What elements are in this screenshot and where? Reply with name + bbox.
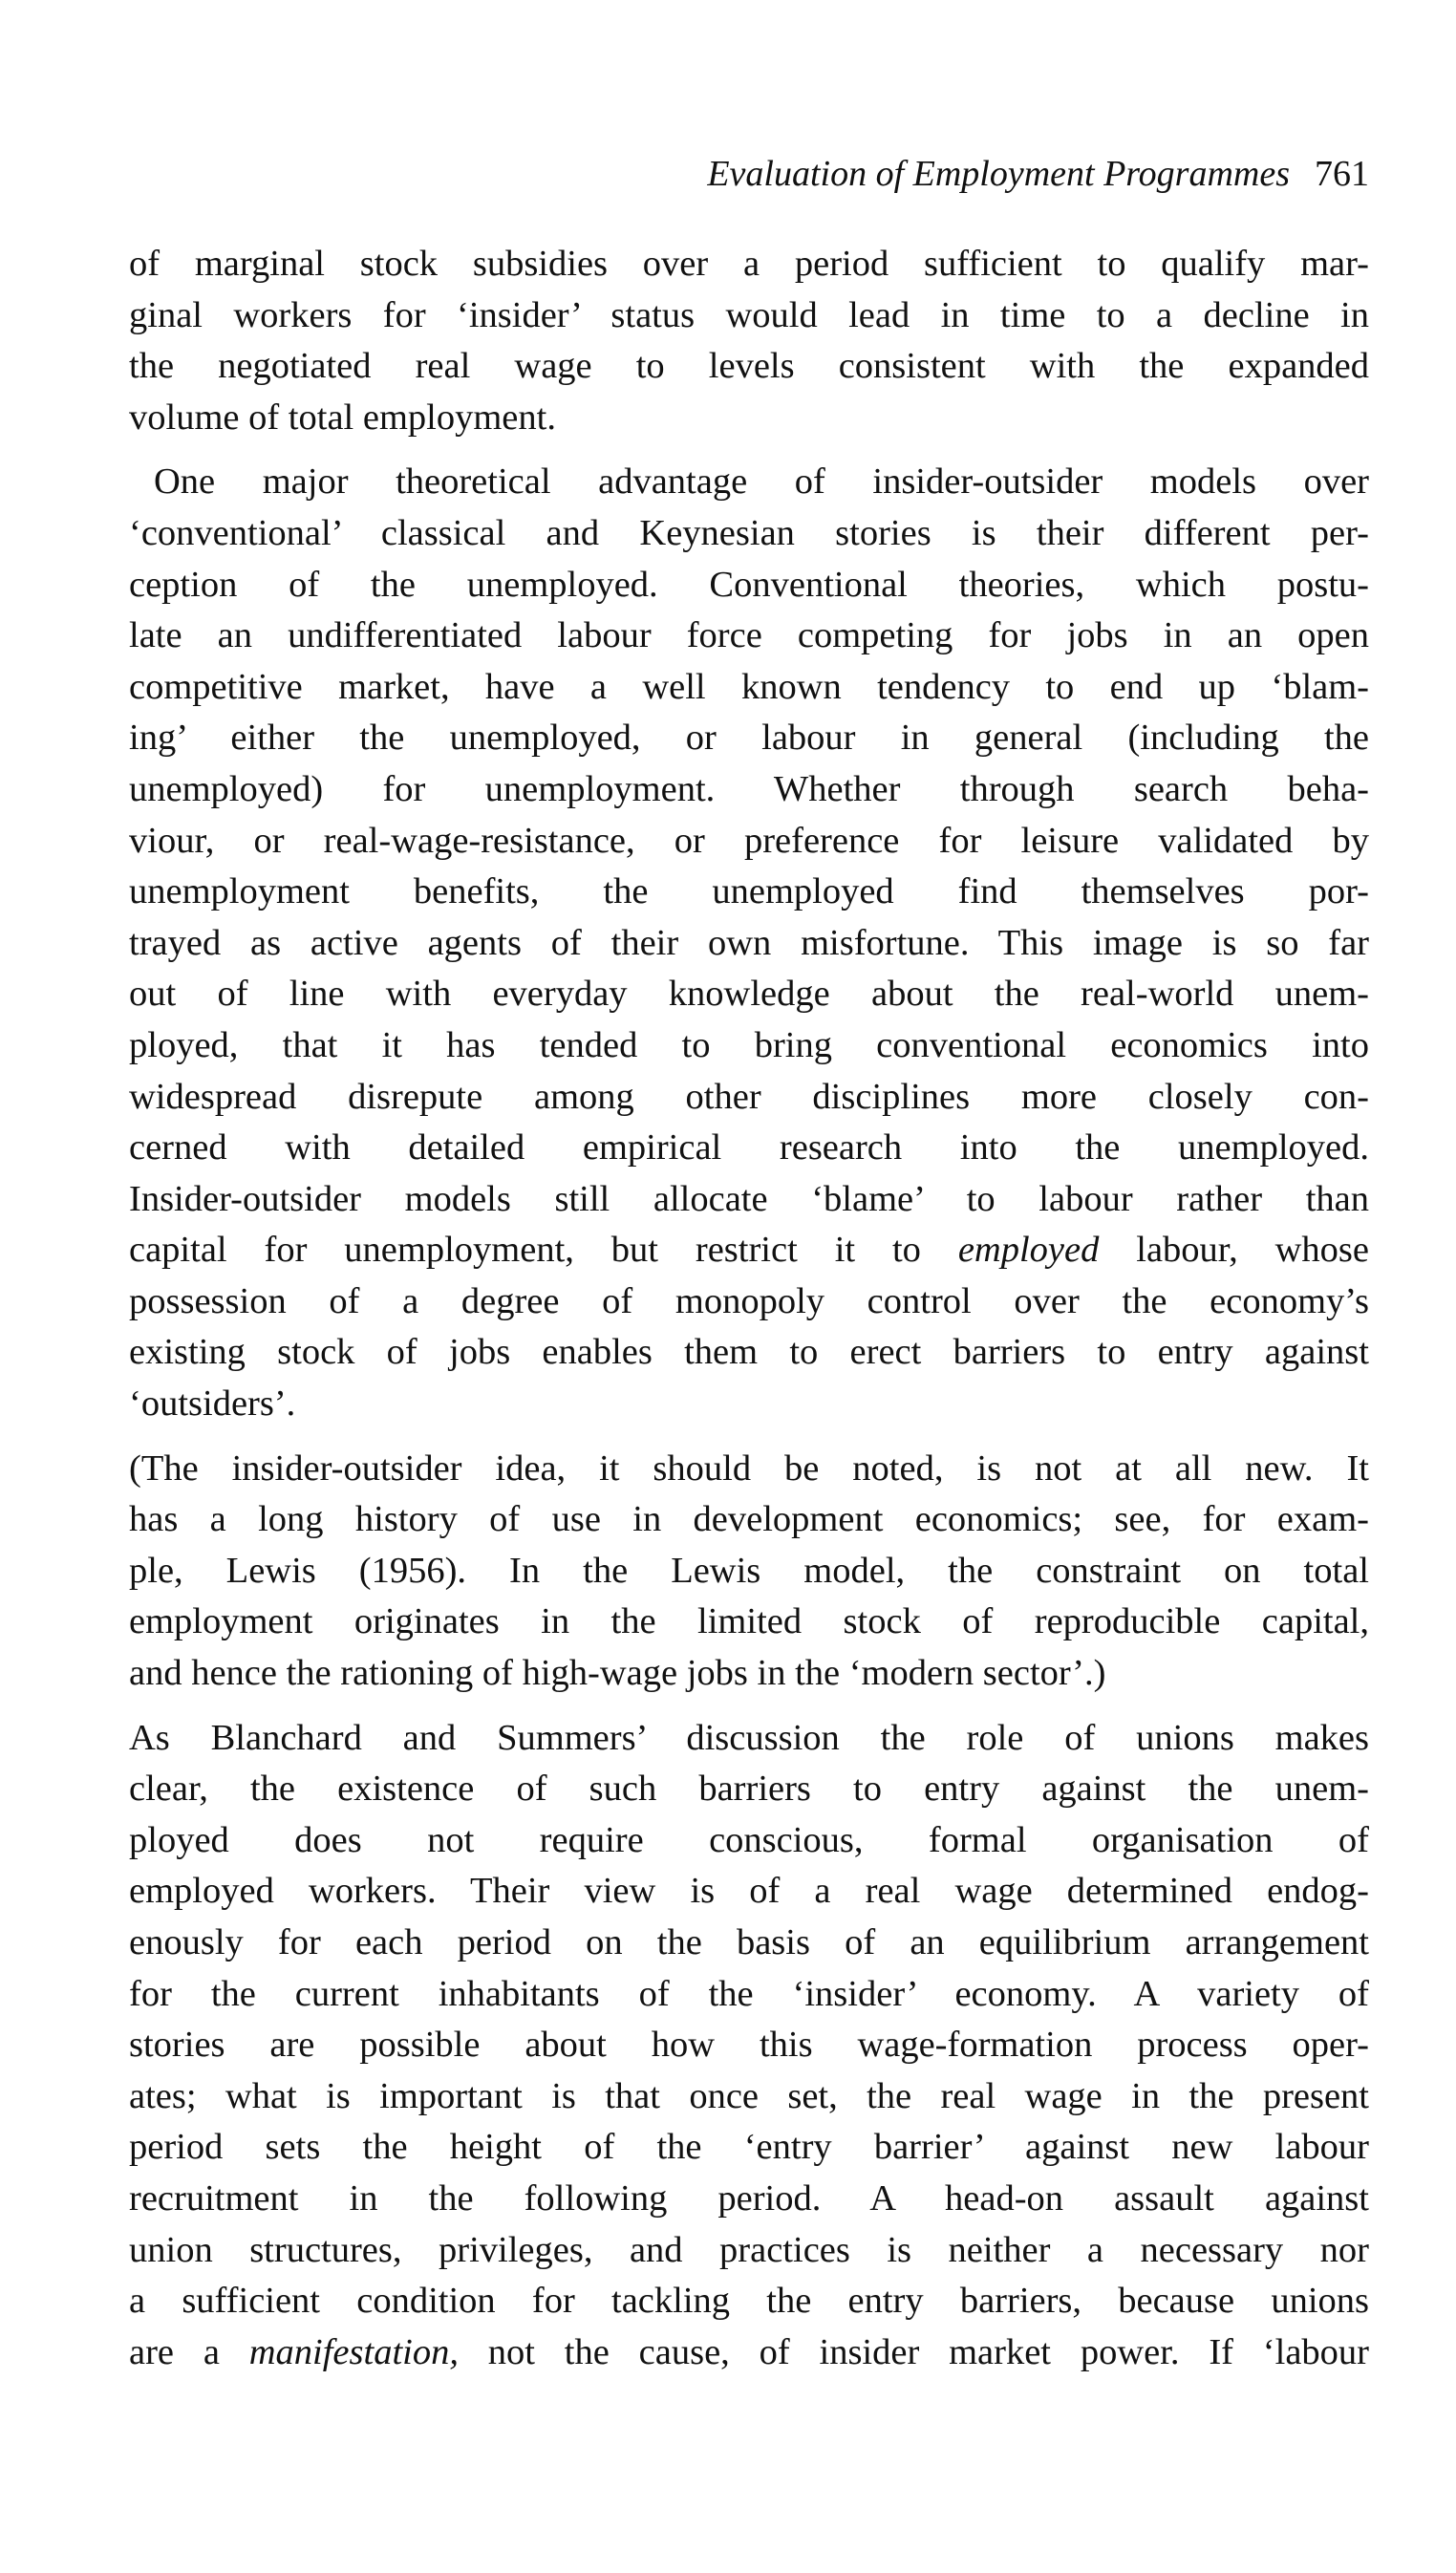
text-line: of marginal stock subsidies over a period sufficient to qualify mar- — [129, 244, 1369, 284]
text-line: ception of the unemployed. Conventional theories, which postu- — [129, 564, 1369, 605]
text-line: ployed, that it has tended to bring conventional economics into — [129, 1024, 1369, 1065]
text-line: has a long history of use in development economics; see, for exam- — [129, 1499, 1369, 1540]
text-line: are a manifestation, not the cause, of insider market power. If ‘labour — [129, 2331, 1369, 2372]
text-line: a sufficient condition for tackling the entry barriers, because unions — [129, 2281, 1369, 2322]
text-line: employment originates in the limited stock of reproducible capital, — [129, 1601, 1369, 1642]
text-line: cerned with detailed empirical research into the unemployed. — [129, 1127, 1369, 1169]
text-line: period sets the height of the ‘entry barrier’ against new labour — [129, 2127, 1369, 2168]
text-line: volume of total employment. — [129, 397, 556, 438]
running-title: Evaluation of Employment Programmes — [707, 154, 1290, 194]
text-line: and hence the rationing of high-wage jobs in the ‘modern sector’.) — [129, 1653, 1106, 1694]
text-line: late an undifferentiated labour force competing for jobs in an open — [129, 615, 1369, 656]
text-line: possession of a degree of monopoly control over the economy’s — [129, 1280, 1369, 1321]
text-line: viour, or real-wage-resistance, or preference for leisure validated by — [129, 820, 1369, 861]
paragraph — [129, 239, 1369, 443]
text-line: out of line with everyday knowledge about the real-world unem- — [129, 974, 1369, 1015]
text-line: As Blanchard and Summers’ discussion the role of unions makes — [129, 1717, 1369, 1758]
text-line: (The insider-outsider idea, it should be noted, is not at all new. It — [129, 1447, 1369, 1489]
body-text — [129, 239, 1369, 2391]
text-line: ployed does not require conscious, formal organisation of — [129, 1819, 1369, 1860]
text-line: the negotiated real wage to levels consistent with the expanded — [129, 346, 1369, 387]
text-line: ple, Lewis (1956). In the Lewis model, the constraint on total — [129, 1550, 1369, 1591]
text-line: ginal workers for ‘insider’ status would lead in time to a decline in — [129, 294, 1369, 335]
text-line: unemployed) for unemployment. Whether through search beha- — [129, 768, 1369, 809]
text-line: employed workers. Their view is of a real wage determined endog- — [129, 1871, 1369, 1912]
paragraph — [129, 1444, 1369, 1700]
running-header — [129, 153, 1369, 195]
text-line: ‘conventional’ classical and Keynesian stories is their different per- — [129, 512, 1369, 553]
text-line: competitive market, have a well known tendency to end up ‘blam- — [129, 666, 1369, 707]
text-line: for the current inhabitants of the ‘insider’ economy. A variety of — [129, 1973, 1369, 2014]
text-line: Insider-outsider models still allocate ‘blame’ to labour rather than — [129, 1178, 1369, 1219]
paragraph — [129, 457, 1369, 1429]
text-line: unemployment benefits, the unemployed find themselves por- — [129, 871, 1369, 912]
text-line: union structures, privileges, and practices is neither a necessary nor — [129, 2229, 1369, 2270]
text-line: ates; what is important is that once set, the real wage in the present — [129, 2075, 1369, 2116]
text-line: existing stock of jobs enables them to erect barriers to entry against — [129, 1332, 1369, 1373]
paragraph — [129, 1713, 1369, 2379]
text-line: recruitment in the following period. A head-on assault against — [129, 2177, 1369, 2219]
text-line: capital for unemployment, but restrict it to employed labour, whose — [129, 1230, 1369, 1271]
text-line: trayed as active agents of their own misfortune. This image is so far — [129, 922, 1369, 963]
text-line: clear, the existence of such barriers to entry against the unem- — [129, 1769, 1369, 1810]
text-line: stories are possible about how this wage-formation process oper- — [129, 2025, 1369, 2066]
text-line: ing’ either the unemployed, or labour in general (including the — [129, 718, 1369, 759]
text-line: One major theoretical advantage of insider-outsider models over — [154, 461, 1369, 503]
text-line: enously for each period on the basis of an equilibrium arrangement — [129, 1922, 1369, 1962]
text-line: widespread disrepute among other disciplines more closely con- — [129, 1076, 1369, 1117]
text-line: ‘outsiders’. — [129, 1383, 296, 1425]
page-number: 761 — [1315, 154, 1369, 194]
